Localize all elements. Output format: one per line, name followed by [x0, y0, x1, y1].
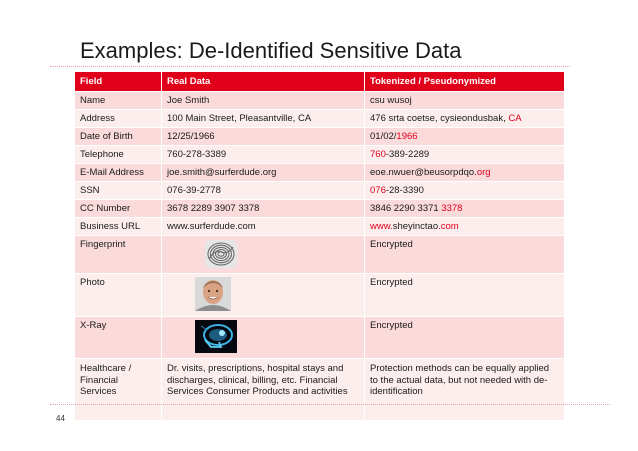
- field-cell: Name: [75, 92, 162, 110]
- real-cell: [162, 274, 365, 317]
- field-cell: Business URL: [75, 218, 162, 236]
- table-row: [75, 236, 565, 274]
- real-cell: www.surferdude.com: [162, 218, 365, 236]
- page-number: 44: [56, 414, 65, 423]
- field-cell: Telephone: [75, 146, 162, 164]
- token-preserved: www.: [370, 221, 393, 232]
- table-row: [75, 218, 565, 236]
- token-cell: [365, 182, 565, 200]
- real-cell: 12/25/1966: [162, 128, 365, 146]
- table-row: [75, 274, 565, 317]
- token-preserved: .com: [438, 221, 459, 232]
- real-cell: joe.smith@surferdude.org: [162, 164, 365, 182]
- field-cell: Photo: [75, 274, 162, 317]
- real-cell: 076-39-2778: [162, 182, 365, 200]
- table-row: [75, 200, 565, 218]
- real-cell: 3678 2289 3907 3378: [162, 200, 365, 218]
- real-cell: 100 Main Street, Pleasantville, CA: [162, 110, 365, 128]
- token-plain: eoe.nwuer@beusorpdqo.: [370, 167, 477, 178]
- fingerprint-image: [201, 239, 241, 269]
- token-plain: sheyinctao: [392, 221, 439, 232]
- token-cell: [365, 128, 565, 146]
- table-row: [75, 128, 565, 146]
- field-cell: Healthcare / Financial Services: [75, 359, 162, 421]
- table-row: [75, 359, 565, 421]
- table-row: [75, 146, 565, 164]
- footer-divider: [50, 404, 610, 405]
- token-plain: 476 srta coetse, cysieondusbak,: [370, 113, 509, 124]
- field-cell: Fingerprint: [75, 236, 162, 274]
- field-cell: E-Mail Address: [75, 164, 162, 182]
- token-cell: [365, 110, 565, 128]
- deidentification-table: [74, 71, 565, 421]
- real-cell: Joe Smith: [162, 92, 365, 110]
- table-row: [75, 164, 565, 182]
- token-cell: Protection methods can be equally applied to the actual data, but not needed with de-identification: [365, 359, 565, 421]
- token-plain: csu wusoj: [370, 95, 412, 106]
- token-cell: [365, 146, 565, 164]
- table-header-row: [75, 72, 565, 92]
- table-row: [75, 317, 565, 359]
- header-tokenized: Tokenized / Pseudonymized: [365, 72, 565, 92]
- face-photo-image: [193, 277, 233, 311]
- table-row: [75, 92, 565, 110]
- field-cell: CC Number: [75, 200, 162, 218]
- field-cell: Address: [75, 110, 162, 128]
- token-cell: Encrypted: [365, 317, 565, 359]
- token-preserved: org: [476, 167, 491, 178]
- token-cell: Encrypted: [365, 236, 565, 274]
- table-row: [75, 110, 565, 128]
- field-cell: Date of Birth: [75, 128, 162, 146]
- token-plain: 3846 2290 3371: [370, 203, 442, 214]
- real-cell: 760-278-3389: [162, 146, 365, 164]
- field-cell: X-Ray: [75, 317, 162, 359]
- token-cell: Encrypted: [365, 274, 565, 317]
- token-preserved: 3378: [441, 203, 463, 214]
- token-plain: 01/02/: [370, 131, 397, 142]
- token-preserved: 1966: [396, 131, 418, 142]
- real-cell: [162, 317, 365, 359]
- token-plain: -389-2289: [385, 149, 430, 160]
- xray-image: [195, 320, 237, 353]
- token-preserved: CA: [508, 113, 522, 124]
- real-cell: Dr. visits, prescriptions, hospital stays and discharges, clinical, billing, etc. Financial Services Consumer Products and activities: [162, 359, 365, 421]
- token-cell: [365, 200, 565, 218]
- token-preserved: 760: [370, 149, 386, 160]
- token-plain: -28-3390: [385, 185, 424, 196]
- token-cell: [365, 92, 565, 110]
- real-cell: [162, 236, 365, 274]
- token-cell: [365, 218, 565, 236]
- header-field: Field: [75, 72, 162, 92]
- header-real-data: Real Data: [162, 72, 365, 92]
- page-title: Examples: De-Identified Sensitive Data: [80, 38, 462, 63]
- title-divider: [50, 66, 570, 67]
- token-preserved: 076: [370, 185, 386, 196]
- field-cell: SSN: [75, 182, 162, 200]
- table-row: [75, 182, 565, 200]
- token-cell: [365, 164, 565, 182]
